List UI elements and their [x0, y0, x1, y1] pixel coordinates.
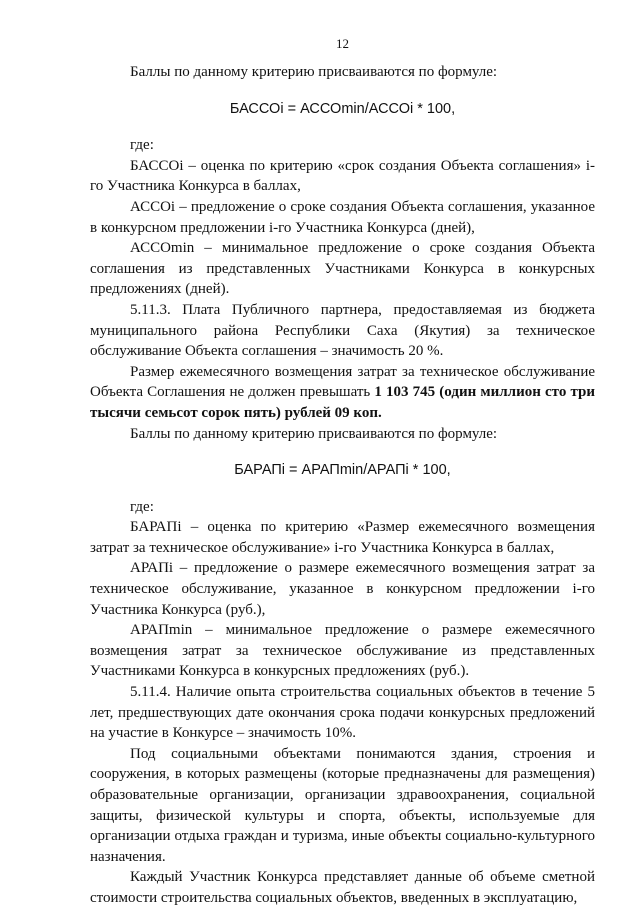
- payment-limit-amount: 1 103 745 (один миллион сто три тысячи семьсот сорок пять) рублей 09 коп.: [90, 384, 595, 421]
- page-number: 12: [336, 36, 349, 51]
- item-5-11-3: 5.11.3. Плата Публичного партнера, предоставляемая из бюджета муниципального района Республики Саха (Якутия) за техническое обслуживание Объекта соглашения – значимость 20 %.: [90, 301, 595, 360]
- definition-assomin: АССОmin – минимальное предложение о сроке создания Объекта соглашения из представленных Участниками Конкурса в конкурсных предложениях (дней).: [90, 240, 595, 298]
- definition-barapi: БАРАПi – оценка по критерию «Размер ежемесячного возмещения затрат за техническое обслуживание» i-го Участника Конкурса в баллах,: [90, 519, 595, 556]
- formula-barapi: БАРАПi = АРАПmin/АРАПi * 100,: [234, 462, 451, 479]
- scoring-intro-2: Баллы по данному критерию присваиваются по формуле:: [130, 425, 498, 442]
- payment-limit-paragraph: [90, 362, 595, 424]
- where-label-1: где:: [130, 137, 154, 154]
- document-page: [90, 36, 595, 909]
- definition-arapmin: АРАПmin – минимальное предложение о размере ежемесячного возмещения затрат за техническое обслуживание из представленных Участниками Конкурса в конкурсных предложениях (руб.).: [90, 622, 595, 680]
- scoring-intro-1: Баллы по данному критерию присваиваются по формуле:: [130, 64, 498, 80]
- social-objects-definition: Под социальными объектами понимаются здания, строения и сооружения, в которых размещены (которые предназначены для размещения) образовательные организации, организации здравоохранения, социальной защиты, физической культуры и спорта, объекты, используемые для организации отдыха граждан и туризма, иные объекты социально-культурного назначения.: [90, 745, 595, 865]
- definition-bassoi: БАССОi – оценка по критерию «срок создания Объекта соглашения» i-го Участника Конкурса в баллах,: [90, 157, 595, 195]
- item-5-11-4: 5.11.4. Наличие опыта строительства социальных объектов в течение 5 лет, предшествующих дате окончания срока подачи конкурсных предложений на участие в Конкурсе – значимость 10%.: [90, 684, 595, 742]
- where-label-2: где:: [130, 498, 154, 515]
- participant-data-paragraph: Каждый Участник Конкурса представляет данные об объеме сметной стоимости строительства социальных объектов, введенных в эксплуатацию,: [90, 869, 595, 906]
- definition-arapi: АРАПi – предложение о размере ежемесячного возмещения затрат за техническое обслуживание, указанное в конкурсном предложении i-го Участника Конкурса (руб.),: [90, 560, 595, 618]
- definition-assoi: АССОi – предложение о сроке создания Объекта соглашения, указанное в конкурсном предложении i-го Участника Конкурса (дней),: [90, 198, 595, 236]
- payment-limit-text: Размер ежемесячного возмещения затрат за техническое обслуживание Объекта Соглашения не должен превышать: [90, 363, 595, 401]
- formula-bassoi: БАССОi = АССОmin/АССОi * 100,: [229, 100, 456, 117]
